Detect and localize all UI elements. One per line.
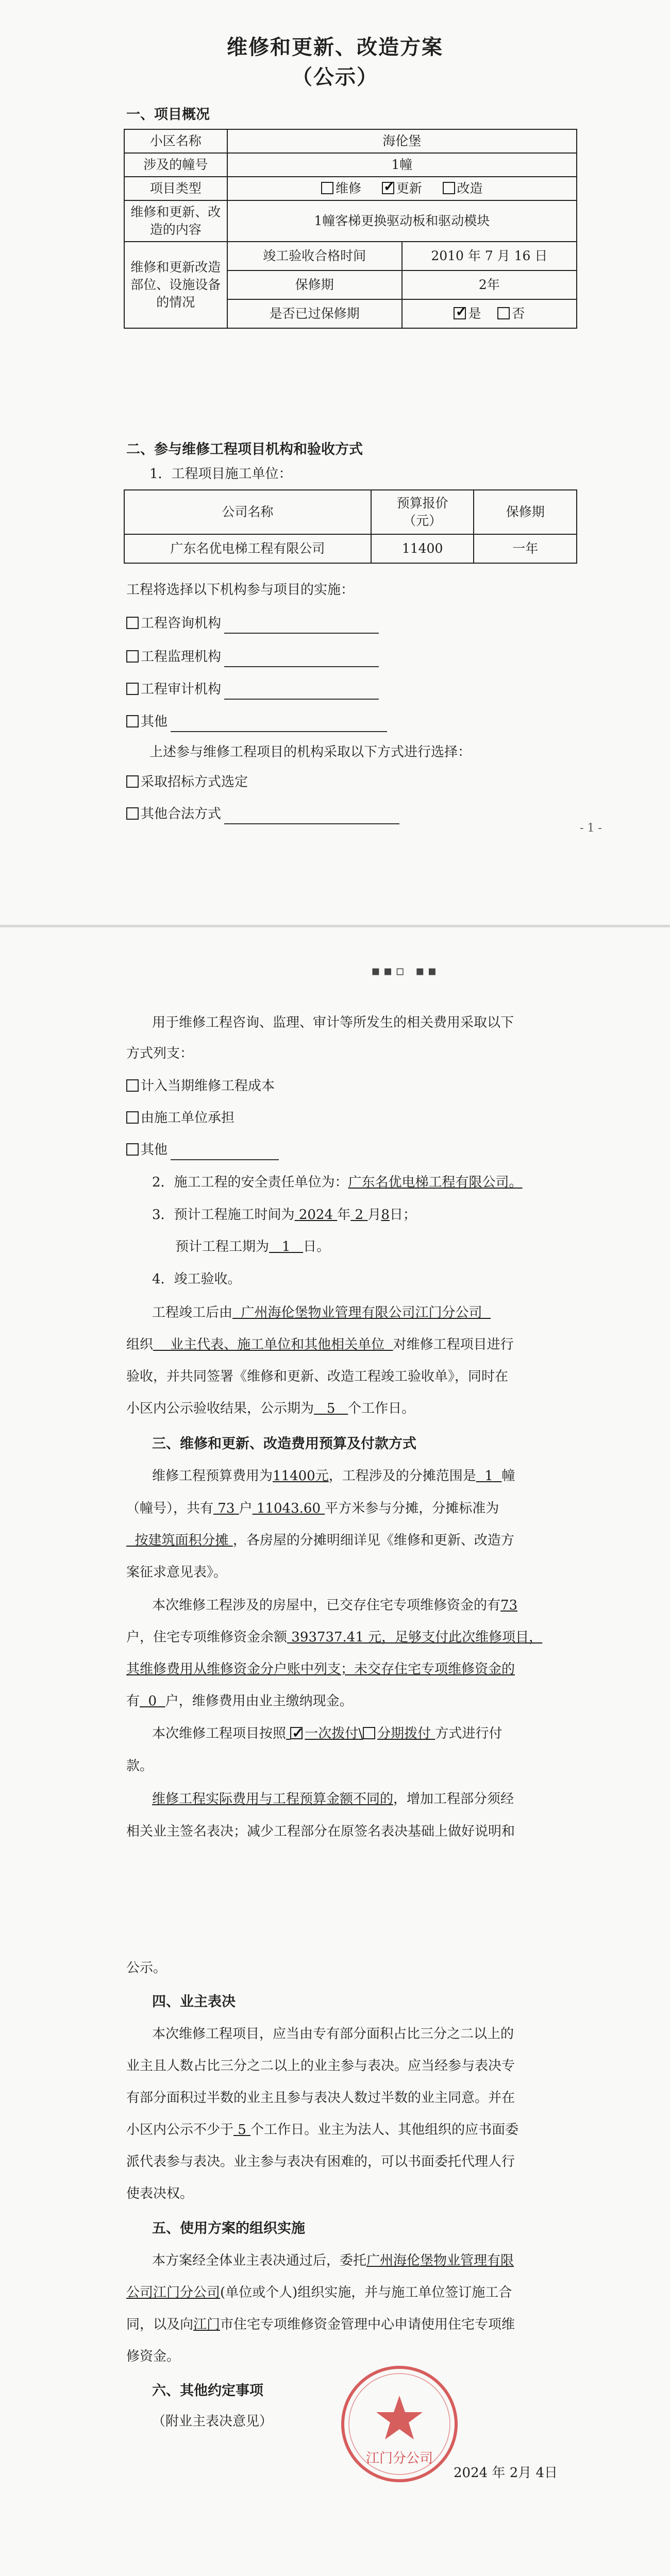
checkbox-yes[interactable]: ✓ 是	[454, 306, 481, 321]
contractor-table	[124, 489, 577, 564]
doc-subtitle: （公示）	[292, 65, 378, 89]
continued-text: 公示。	[126, 1960, 167, 1976]
checkbox-no[interactable]: 否	[497, 306, 525, 321]
fund-line-3: 其维修费用从维修资金分户账中列支；未交存住宅专项维修资金的	[126, 1662, 515, 1677]
project-overview-table	[124, 129, 577, 329]
label-community: 小区名称	[124, 129, 227, 153]
page-3	[0, 1906, 670, 2576]
section-5-heading: 五、使用方案的组织实施	[152, 2221, 305, 2236]
budget-line-1: 维修工程预算费用为11400元，工程涉及的分摊范围是 1 幢	[152, 1468, 515, 1484]
checkbox-installment[interactable]	[363, 1727, 375, 1739]
cell-company: 广东名优电梯工程有限公司	[124, 534, 371, 563]
org-audit[interactable]: 工程审计机构	[126, 679, 379, 700]
cell-warranty: 一年	[474, 534, 577, 563]
section-6-heading: 六、其他约定事项	[152, 2383, 263, 2399]
label-building: 涉及的幢号	[124, 153, 227, 177]
payment-line-1: 本次维修工程项目按照 ✓ 一次拨付\ 分期拨付 方式进行付	[152, 1723, 502, 1744]
vote-line-5: 派代表参与表决。业主参与表决有困难的，可以书面委托代理人行	[126, 2154, 515, 2170]
org-other[interactable]: 其他	[126, 711, 387, 732]
change-line-2: 相关业主签名表决；减少工程部分在原签名表决基础上做好说明和	[126, 1824, 515, 1839]
acceptance-line-3: 验收，并共同签署《维修和更新、改造工程竣工验收单》，同时在	[126, 1369, 509, 1384]
page-2	[0, 927, 670, 1906]
signing-date: 2024 年 2月 4日	[454, 2465, 558, 2481]
item-3-period: 预计工程工期为 1 日。	[175, 1239, 330, 1255]
section-1-heading: 一、项目概况	[126, 107, 210, 123]
seal-star-icon	[376, 2396, 423, 2439]
change-line-1: 维修工程实际费用与工程预算金额不同的，增加工程部分须经	[152, 1791, 514, 1807]
acceptance-line-1: 工程竣工后由 广州海伦堡物业管理有限公司江门分公司	[152, 1305, 482, 1320]
org-line-3: 同，以及向江门市住宅专项维修资金管理中心申请使用住宅专项维	[126, 2317, 515, 2332]
warranty-expired-options	[402, 299, 577, 328]
item-3-start: 3．预计工程施工时间为 2024 年 2 月8日；	[152, 1207, 416, 1223]
acceptance-line-4: 小区内公示验收结果，公示期为 5 个工作日。	[126, 1401, 415, 1416]
fund-line-1: 本次维修工程涉及的房屋中，已交存住宅专项维修资金的有73	[152, 1598, 518, 1613]
vote-line-3: 有部分面积过半数的业主且参与表决人数过半数的业主同意。并在	[126, 2090, 515, 2106]
attachment-note: （附业主表决意见）	[152, 2414, 273, 2429]
checkbox-update[interactable]: ✓ 更新	[382, 181, 422, 196]
item-1-heading: 1．工程项目施工单位：	[149, 466, 292, 482]
checkbox-repair[interactable]: 维修	[321, 181, 361, 196]
method-other[interactable]: 其他合法方式	[126, 804, 399, 824]
header-warranty: 保修期	[474, 490, 577, 534]
value-building: 1幢	[227, 153, 577, 177]
fund-line-4: 有 0 户，维修费用由业主缴纳现金。	[126, 1693, 353, 1709]
org-line-1: 本方案经全体业主表决通过后，委托广州海伦堡物业管理有限	[152, 2253, 514, 2268]
vote-line-4: 小区内公示不少于 5 个工作日。业主为法人、其他组织的应书面委	[126, 2122, 519, 2138]
vote-line-2: 业主且人数占比三分之二以上的业主参与表决。应当经参与表决专	[126, 2058, 515, 2074]
label-warranty-expired: 是否已过保修期	[227, 299, 402, 328]
choose-intro: 工程将选择以下机构参与项目的实施：	[126, 582, 355, 598]
org-consulting[interactable]: 工程咨询机构	[126, 613, 379, 634]
value-warranty: 2年	[402, 270, 577, 299]
org-supervision[interactable]: 工程监理机构	[126, 647, 379, 667]
cell-budget: 11400	[371, 534, 474, 563]
checkbox-lump-sum[interactable]	[290, 1727, 303, 1739]
label-acceptance-date: 竣工验收合格时间	[227, 242, 402, 270]
header-company: 公司名称	[124, 490, 371, 534]
fee-intro: 用于维修工程咨询、监理、审计等所发生的相关费用采取以下	[152, 1015, 514, 1030]
section-3-heading: 三、维修和更新、改造费用预算及付款方式	[152, 1436, 416, 1452]
fee-option-cost[interactable]: 计入当期维修工程成本	[126, 1076, 275, 1096]
page-number-1: - 1 -	[580, 822, 602, 835]
stamp-fragment: ▪▪▫ ▪▪	[371, 963, 440, 979]
value-acceptance-date: 2010 年 7 月 16 日	[402, 242, 577, 270]
fee-option-other[interactable]: 其他	[126, 1140, 279, 1160]
company-seal	[335, 2360, 464, 2488]
label-parts-status: 维修和更新改造部位、设施设备的情况	[124, 242, 227, 328]
vote-line-6: 使表决权。	[126, 2186, 194, 2201]
header-budget: 预算报价 （元）	[371, 490, 474, 534]
seal-label: 江门分公司	[365, 2451, 433, 2466]
value-content: 1幢客梯更换驱动板和驱动模块	[227, 200, 577, 242]
section-2-heading: 二、参与维修工程项目机构和验收方式	[126, 442, 363, 457]
item-4-acceptance: 4．竣工验收。	[152, 1272, 241, 1287]
item-2-safety: 2．施工工程的安全责任单位为：广东名优电梯工程有限公司。	[152, 1175, 523, 1190]
budget-line-4: 案征求意见表》。	[126, 1565, 227, 1580]
vote-line-1: 本次维修工程项目，应当由专有部分面积占比三分之二以上的	[152, 2026, 514, 2042]
doc-title: 维修和更新、改造方案	[227, 35, 443, 59]
checkbox-renovate[interactable]: 改造	[443, 181, 483, 196]
budget-line-3: 按建筑面积分摊 ，各房屋的分摊明细详见《维修和更新、改造方	[135, 1533, 514, 1548]
page-1	[0, 0, 670, 925]
fee-option-contractor[interactable]: 由施工单位承担	[126, 1108, 234, 1128]
acceptance-line-2: 组织 业主代表、施工单位和其他相关单位 对维修工程项目进行	[126, 1337, 514, 1352]
method-intro: 上述参与维修工程项目的机构采取以下方式进行选择：	[149, 744, 472, 760]
payment-line-2: 款。	[126, 1758, 154, 1774]
budget-line-2: （幢号），共有 73 户 11043.60 平方米参与分摊，分摊标准为	[126, 1501, 499, 1516]
value-community: 海伦堡	[227, 129, 577, 153]
org-line-4: 修资金。	[126, 2349, 180, 2364]
project-type-options	[227, 177, 577, 200]
org-line-2: 公司江门分公司(单位或个人)组织实施，并与施工单位签订施工合	[126, 2285, 512, 2300]
section-4-heading: 四、业主表决	[152, 1994, 236, 2010]
label-project-type: 项目类型	[124, 177, 227, 200]
method-tender[interactable]: 采取招标方式选定	[126, 772, 248, 792]
fee-intro-2: 方式列支：	[126, 1046, 194, 1061]
label-content: 维修和更新、改造的内容	[124, 200, 227, 242]
fund-line-2: 户，住宅专项维修资金余额 393737.41 元，足够支付此次维修项目，	[126, 1630, 543, 1645]
label-warranty: 保修期	[227, 270, 402, 299]
